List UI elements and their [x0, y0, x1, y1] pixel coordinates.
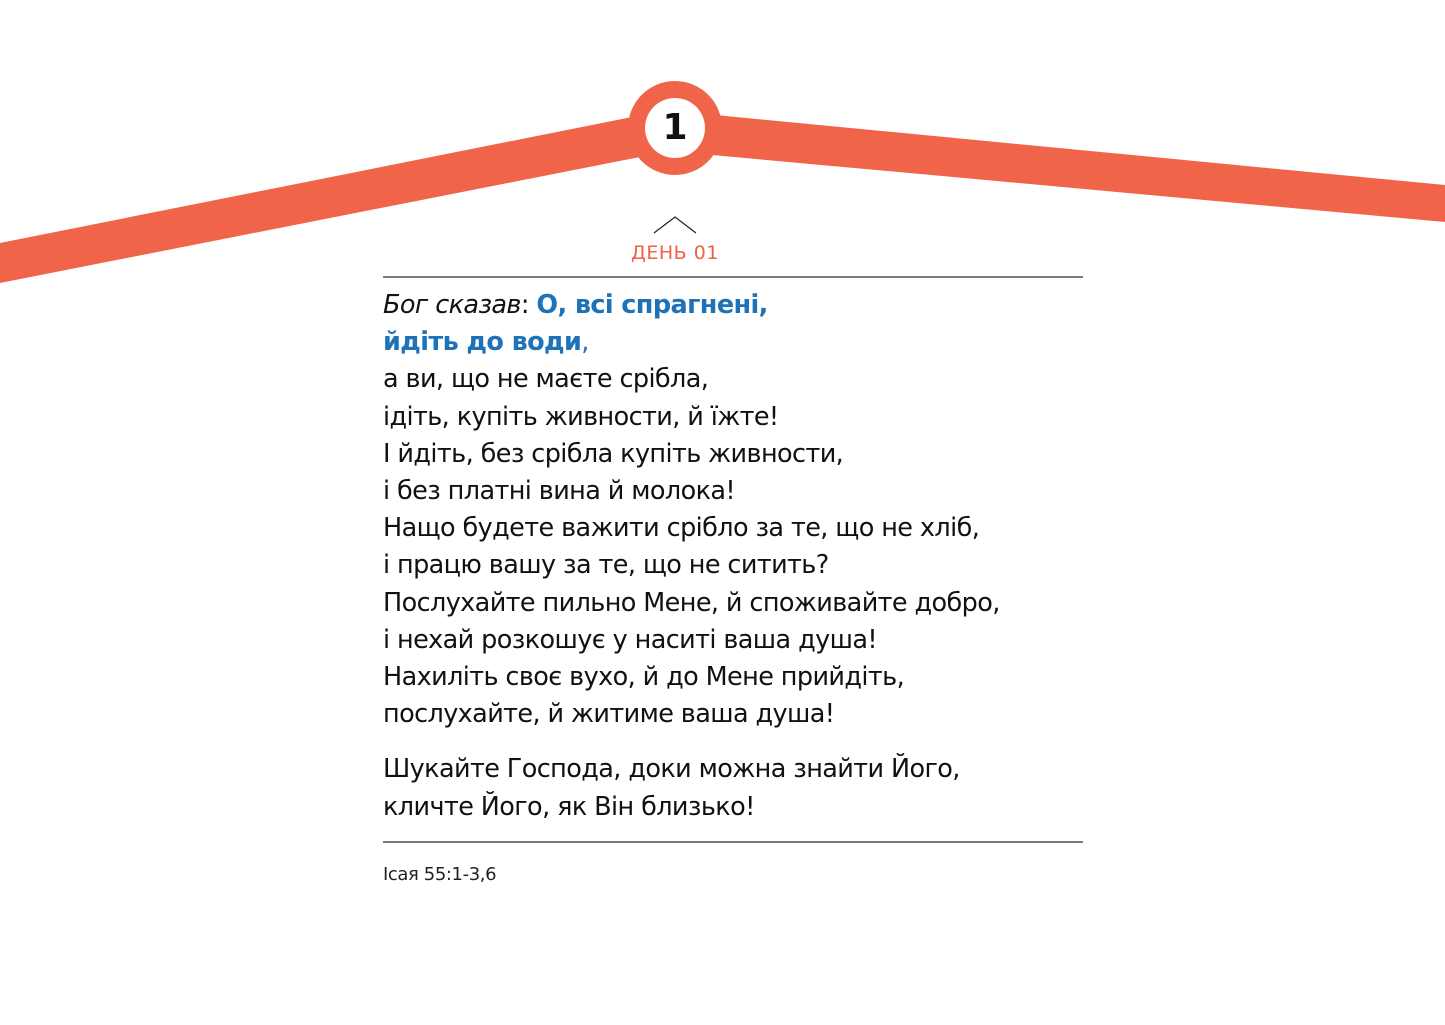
- verse-intro: Бог сказав: [383, 290, 521, 320]
- closing-line: кличте Його, як Він близько!: [383, 791, 755, 822]
- route-band-right: [712, 115, 1445, 222]
- verse-line: і працю вашу за те, що не ситить?: [383, 550, 829, 581]
- verse-line: ідіть, купіть живности, й їжте!: [383, 401, 779, 432]
- chevron-up-icon: [653, 216, 697, 234]
- verse-line: Нащо будете важити срібло за те, що не хліб,: [383, 513, 980, 544]
- stanza-gap: [383, 733, 1103, 751]
- scripture-reference: Ісая 55:1-3,6: [383, 864, 497, 885]
- bottom-divider: [383, 841, 1083, 843]
- top-divider: [383, 276, 1083, 278]
- verse-highlight-2-trail: ,: [581, 327, 589, 358]
- verse-line: Послухайте пильно Мене, й споживайте добро,: [383, 587, 1000, 618]
- verse-line: Нахиліть своє вухо, й до Мене прийдіть,: [383, 662, 905, 693]
- verse-intro-colon: :: [520, 290, 537, 320]
- verse-line: і без платні вина й молока!: [383, 476, 736, 507]
- verse-highlight-2: йдіть до води: [383, 327, 582, 358]
- verse-highlight-1: О, всі спрагнені,: [536, 290, 768, 320]
- verse-block: [383, 287, 1103, 826]
- verse-line: а ви, що не маєте срібла,: [383, 364, 709, 395]
- verse-line-highlight: [383, 324, 1103, 361]
- verse-line: І йдіть, без срібла купіть живности,: [383, 438, 844, 469]
- day-label: ДЕНЬ 01: [631, 242, 719, 264]
- verse-line: і нехай розкошує у наситі ваша душа!: [383, 624, 877, 655]
- day-number: 1: [662, 107, 688, 148]
- verse-line-intro: [383, 287, 1103, 324]
- route-band-left: [0, 117, 640, 283]
- verse-line: послухайте, й житиме ваша душа!: [383, 699, 835, 730]
- closing-line: Шукайте Господа, доки можна знайти Його,: [383, 754, 960, 785]
